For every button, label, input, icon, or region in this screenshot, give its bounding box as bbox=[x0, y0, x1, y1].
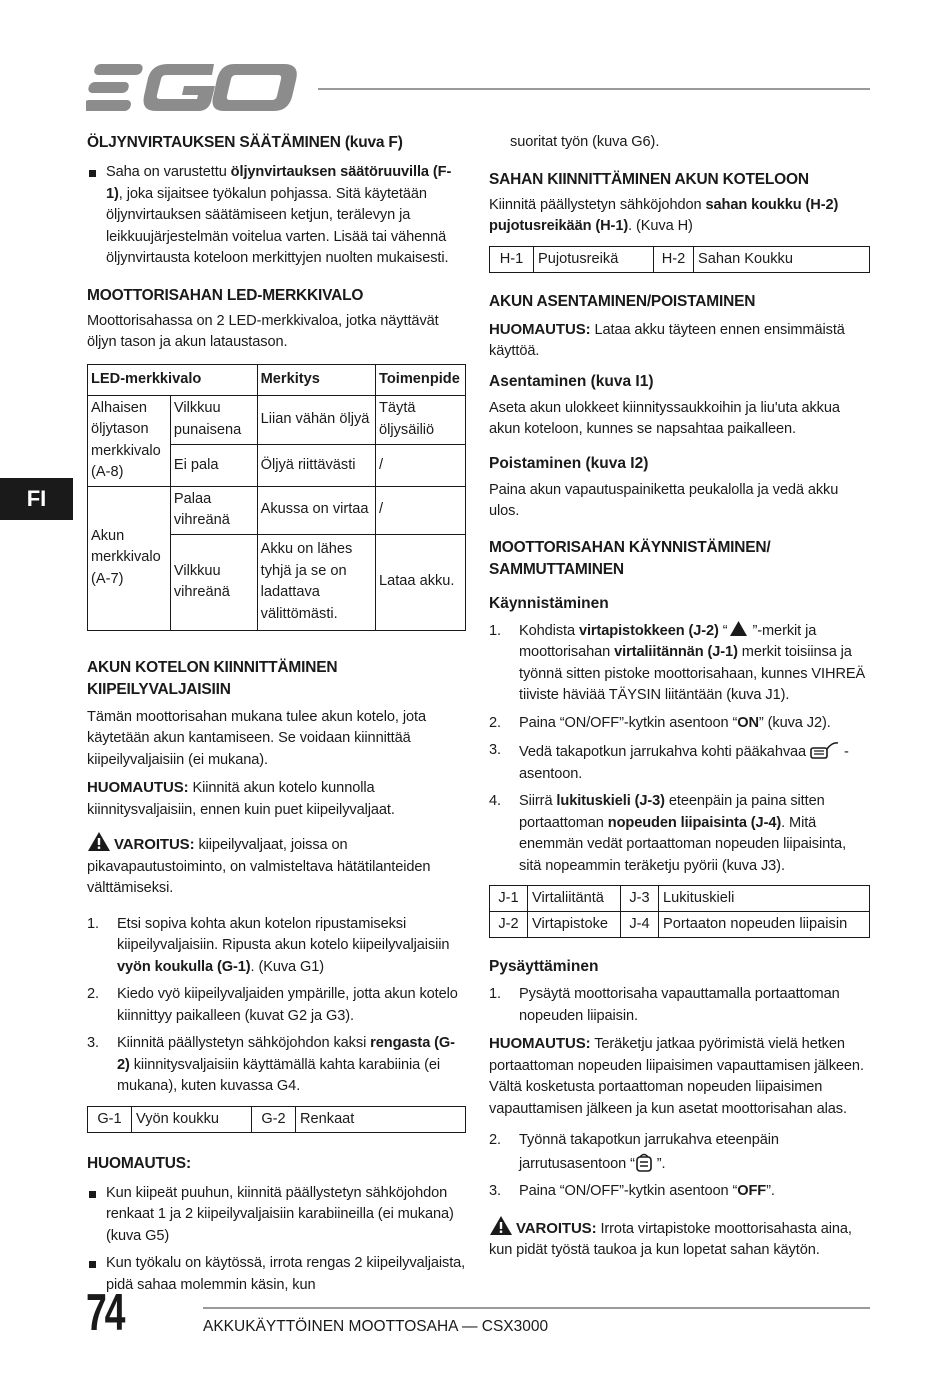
led-table bbox=[87, 364, 466, 631]
h-table bbox=[489, 246, 870, 273]
final-warning: VAROITUS: Irrota virtapistoke moottorisahasta aina, kun pidät työstä taukoa ja kun lopetat sahan käytön. bbox=[489, 1215, 870, 1262]
oil-flow-bullet: Saha on varustettu öljynvirtauksen säätöruuvilla (F-1), joka sijaitsee työkalun pohjassa. Sitä käytetään öljynvirtauksen säätämiseen ketjun, terälevyn ja leikkuujärjestelmän voitelua varten. Lisää tai vähennä öljynvirtausta koteloon merkittyjen nuolten mukaisesti. bbox=[87, 162, 466, 270]
right-column bbox=[489, 132, 870, 1262]
list-item: 2. Kiedo vyö kiipeilyvaljaiden ympärille, jotta akun kotelo kiinnittyy paikalleen (kuvat G2 ja G3). bbox=[87, 986, 458, 1024]
footer-title: AKKUKÄYTTÖINEN MOOTTOSAHA — CSX3000 bbox=[203, 1318, 549, 1335]
table-row: Ei pala Öljyä riittävästi / bbox=[88, 445, 466, 486]
warning-icon bbox=[489, 1215, 513, 1236]
section-title-oil-flow: ÖLJYNVIRTAUKSEN SÄÄTÄMINEN (kuva F) bbox=[87, 134, 403, 151]
note-bullet: Kun kiipeät puuhun, kiinnitä päällystetyn sähköjohdon renkaat 1 ja 2 kiipeilyvaljaisiin karabiineilla (ei mukana) (kuva G5) bbox=[87, 1183, 466, 1248]
language-tab: FI bbox=[0, 478, 73, 520]
note-title: HUOMAUTUS: bbox=[87, 1154, 191, 1172]
start-steps bbox=[489, 621, 870, 878]
footer-rule bbox=[203, 1307, 870, 1309]
continued-text: suoritat työn (kuva G6). bbox=[510, 134, 660, 150]
section-title-start-stop: MOOTTORISAHAN KÄYNNISTÄMINEN/ SAMMUTTAMINEN bbox=[489, 538, 771, 578]
battery-case-intro: Tämän moottorisahan mukana tulee akun kotelo, jota käytetään akun kantamiseen. Se voidaan kiinnittää kiipeilyvaljaisiin (ei mukana). bbox=[87, 708, 426, 768]
left-column bbox=[87, 132, 466, 1296]
j-table bbox=[489, 885, 870, 938]
list-item: 3. Paina “ON/OFF”-kytkin asentoon “OFF”. bbox=[489, 1183, 775, 1199]
remove-text: Paina akun vapautuspainiketta peukalolla ja vedä akku ulos. bbox=[489, 481, 839, 519]
remove-title: Poistaminen (kuva I2) bbox=[489, 454, 649, 472]
table-row: H-1 Pujotusreikä H-2 Sahan Koukku bbox=[490, 246, 870, 272]
ego-logo bbox=[86, 62, 300, 114]
list-item: 2. Paina “ON/OFF”-kytkin asentoon “ON” (kuva J2). bbox=[489, 714, 831, 731]
list-item: 3. Vedä takapotkun jarrukahva kohti pääkahvaa -asentoon. bbox=[489, 742, 849, 782]
saw-hook-text: Kiinnitä päällystetyn sähköjohdon sahan koukku (H-2) pujotusreikään (H-1). (Kuva H) bbox=[489, 196, 839, 234]
page-number: 74 bbox=[86, 1284, 124, 1342]
triangle-icon bbox=[730, 621, 747, 636]
list-item: 1. Kohdista virtapistokkeen (J-2) “ ”-merkit ja moottorisahan virtaliitännän (J-1) merkit toisiinsa ja työnnä sitten pistoke moottorisahaan, kunnes VIHREÄ tiiviste häviää TÄYSIN liitäntään (kuva J1). bbox=[489, 622, 866, 703]
list-item: 1. Etsi sopiva kohta akun kotelon ripustamiseksi kiipeilyvaljaisiin. Ripusta akun kotelo kiipeilyvaljaisiin vyön koukulla (G-1). (Kuva G1) bbox=[87, 915, 450, 975]
table-row: J-2 Virtapistoke J-4 Portaaton nopeuden liipaisin bbox=[490, 912, 870, 938]
start-title: Käynnistäminen bbox=[489, 594, 609, 612]
brake-engaged-icon bbox=[635, 1152, 653, 1172]
list-item: 2. Työnnä takapotkun jarrukahva eteenpäin jarrutusasentoon “ ”. bbox=[489, 1132, 779, 1172]
brake-released-icon bbox=[810, 740, 840, 760]
header-rule bbox=[318, 88, 870, 90]
stop-note: HUOMAUTUS: Teräketju jatkaa pyörimistä vielä hetken portaattoman nopeuden liipaisimen vapauttamisen jälkeen. Vältä kosketusta portaattoman nopeuden liipaisimen vapauttamisen jälkeen ja kun asetat moottorisahan alas. bbox=[489, 1035, 864, 1117]
table-row: G-1 Vyön koukku G-2 Renkaat bbox=[88, 1106, 466, 1132]
table-row: Vilkkuu vihreänä Akku on lähes tyhjä ja se on ladattava välittömästi. Lataa akku. bbox=[88, 534, 466, 630]
warning-icon bbox=[87, 831, 111, 852]
battery-case-note: HUOMAUTUS: Kiinnitä akun kotelo kunnolla kiinnitysvaljaisiin, ennen kuin puet kiipeilyvaljaat. bbox=[87, 779, 395, 818]
list-item: 4. Siirrä lukituskieli (J-3) eteenpäin ja paina sitten portaattoman nopeuden liipaisinta (J-4). Mitä enemmän vedät portaattoman nopeuden liipaisinta, sitä nopeammin teräketju pyörii (kuva J3). bbox=[489, 793, 847, 874]
led-table-header: LED-merkkivalo Merkitys Toimenpide bbox=[88, 364, 466, 395]
battery-case-warning: VAROITUS: kiipeilyvaljaat, joissa on pikavapautustoiminto, on valmisteltava hätätilanteiden välttämiseksi. bbox=[87, 831, 466, 900]
section-title-battery: AKUN ASENTAMINEN/POISTAMINEN bbox=[489, 292, 756, 310]
section-title-led: MOOTTORISAHAN LED-MERKKIVALO bbox=[87, 286, 364, 304]
harness-steps bbox=[87, 914, 466, 1098]
g-table bbox=[87, 1106, 466, 1133]
list-item: 1. Pysäytä moottorisaha vapauttamalla portaattoman nopeuden liipaisin. bbox=[489, 986, 840, 1024]
battery-note: HUOMAUTUS: Lataa akku täyteen ennen ensimmäistä käyttöä. bbox=[489, 320, 845, 359]
install-title: Asentaminen (kuva I1) bbox=[489, 372, 654, 390]
stop-title: Pysäyttäminen bbox=[489, 958, 599, 975]
led-intro: Moottorisahassa on 2 LED-merkkivaloa, jotka näyttävät öljyn tason ja akun lataustason. bbox=[87, 312, 439, 350]
table-row: Akun merkkivalo (A-7) Palaa vihreänä Akussa on virtaa / bbox=[88, 486, 466, 534]
list-item: 3. Kiinnitä päällystetyn sähköjohdon kaksi rengasta (G-2) kiinnitysvaljaisiin käyttämällä kahta karabiinia (ei mukana), kuten kuvassa G4. bbox=[87, 1035, 455, 1094]
note-bullet: Kun työkalu on käytössä, irrota rengas 2 kiipeilyvaljaista, pidä sahaa molemmin käsin, kun bbox=[87, 1253, 466, 1296]
install-text: Aseta akun ulokkeet kiinnityssaukkoihin ja liu'uta akkua akun koteloon, kunnes se napsahtaa paikalleen. bbox=[489, 399, 840, 437]
table-row: Alhaisen öljytason merkkivalo (A-8) Vilkkuu punaisena Liian vähän öljyä Täytä öljysäiliö bbox=[88, 395, 466, 445]
table-row: J-1 Virtaliitäntä J-3 Lukituskieli bbox=[490, 886, 870, 912]
section-title-battery-case: AKUN KOTELON KIINNITTÄMINEN KIIPEILYVALJAISIIN bbox=[87, 658, 338, 698]
section-title-saw-hook: SAHAN KIINNITTÄMINEN AKUN KOTELOON bbox=[489, 170, 809, 188]
